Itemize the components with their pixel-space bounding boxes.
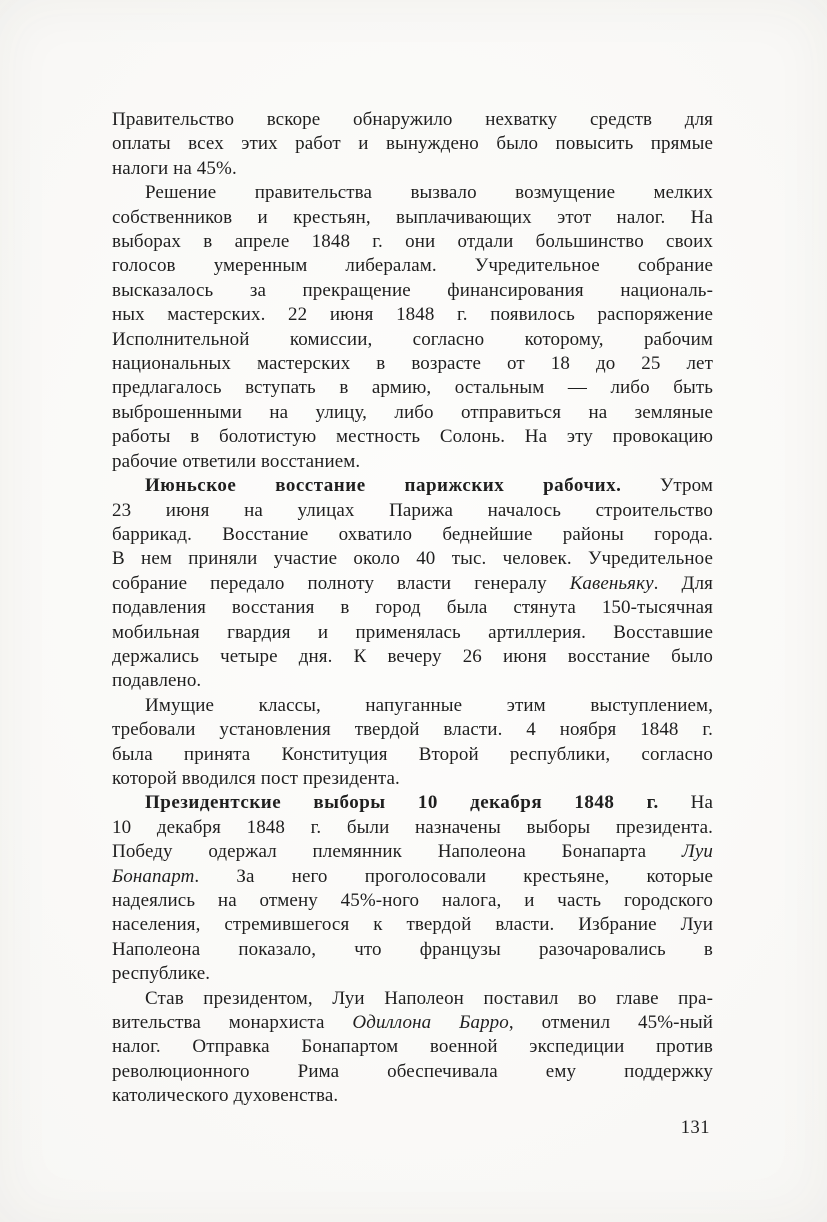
text-run: мобильная гвардия и применялась артиллерия. Восставшие	[112, 621, 713, 643]
text-run: высказалось за прекращение финансирования националь-	[112, 279, 713, 301]
text-line	[112, 621, 713, 645]
text-line	[112, 1035, 713, 1059]
text-line	[112, 474, 713, 498]
text-line	[112, 572, 713, 596]
text-run: 23 июня на улицах Парижа началось строительство	[112, 499, 713, 521]
text-line	[112, 523, 713, 547]
text-run: Став президентом, Луи Наполеон поставил во главе пра-	[145, 987, 713, 1009]
text-line	[112, 913, 713, 937]
text-run: собственников и крестьян, выплачивающих этот налог. На	[112, 206, 713, 228]
text-line	[112, 1060, 713, 1084]
text-line	[112, 938, 713, 962]
text-run: баррикад. Восстание охватило беднейшие районы города.	[112, 523, 713, 545]
text-line	[112, 1011, 713, 1035]
text-line	[112, 718, 713, 742]
text-run: революционного Рима обеспечивала ему поддержку	[112, 1060, 713, 1082]
text-line	[112, 425, 713, 449]
text-line	[112, 547, 713, 571]
text-run: Решение правительства вызвало возмущение мелких	[145, 182, 713, 204]
text-run: Июньское восстание парижских рабочих.	[145, 475, 622, 497]
text-run: которой вводился пост президента.	[112, 767, 400, 789]
text-line	[112, 181, 713, 205]
text-run: Президентские выборы 10 декабря 1848 г.	[145, 792, 659, 814]
text-run: оплаты всех этих работ и вынуждено было повысить прямые	[112, 133, 713, 155]
text-line	[112, 596, 713, 620]
text-line	[112, 206, 713, 230]
text-line	[112, 352, 713, 376]
text-run: Наполеона показало, что французы разочаровались в	[112, 938, 713, 960]
text-run: требовали установления твердой власти. 4 ноября 1848 г.	[112, 719, 713, 741]
text-line	[112, 865, 713, 889]
text-run: выброшенными на улицу, либо отправиться на земляные	[112, 401, 713, 423]
text-run: была принята Конституция Второй республики, согласно	[112, 743, 713, 765]
text-run: Кавеньяку	[569, 572, 654, 594]
text-run: На	[658, 792, 713, 814]
text-run: . Для	[653, 572, 713, 594]
text-line	[112, 1084, 713, 1108]
text-run: Одиллона Барро	[352, 1012, 509, 1034]
text-run: собрание передало полноту власти генералу	[112, 572, 570, 594]
text-line	[112, 645, 713, 669]
text-run: республике.	[112, 963, 211, 985]
text-run: населения, стремившегося к твердой власти. Избрание Луи	[112, 914, 713, 936]
text-line	[112, 743, 713, 767]
text-run: Утром	[621, 475, 713, 497]
text-line	[112, 987, 713, 1011]
text-run: Луи	[681, 841, 713, 863]
text-run: Бонапарт	[112, 865, 195, 887]
text-line	[112, 450, 713, 474]
text-run: Правительство вскоре обнаружило нехватку средств для	[112, 109, 713, 130]
text-line	[112, 791, 713, 815]
text-run: В нем приняли участие около 40 тыс. человек. Учредительное	[112, 548, 713, 570]
text-run: работы в болотистую местность Солонь. На эту провокацию	[112, 426, 713, 448]
text-line	[112, 157, 713, 181]
text-run: Исполнительной комиссии, согласно которому, рабочим	[112, 328, 713, 350]
text-line	[112, 279, 713, 303]
text-block	[112, 108, 713, 1109]
text-run: 10 декабря 1848 г. были назначены выборы президента.	[112, 816, 713, 838]
text-line	[112, 889, 713, 913]
text-run: выборах в апреле 1848 г. они отдали большинство своих	[112, 231, 713, 253]
text-run: голосов умеренным либералам. Учредительное собрание	[112, 255, 713, 277]
text-line	[112, 767, 713, 791]
text-line	[112, 108, 713, 132]
text-run: национальных мастерских в возрасте от 18 до 25 лет	[112, 353, 713, 375]
text-run: ных мастерских. 22 июня 1848 г. появилось распоряжение	[112, 304, 713, 326]
text-line	[112, 816, 713, 840]
text-run: подавлено.	[112, 670, 202, 692]
text-run: налог. Отправка Бонапартом военной экспедиции против	[112, 1036, 713, 1058]
text-line	[112, 328, 713, 352]
text-run: вительства монархиста	[112, 1012, 353, 1034]
text-line	[112, 254, 713, 278]
text-line	[112, 132, 713, 156]
text-line	[112, 694, 713, 718]
text-run: держались четыре дня. К вечеру 26 июня восстание было	[112, 645, 713, 667]
text-run: , отменил 45%-ный	[508, 1012, 713, 1034]
text-run: Имущие классы, напуганные этим выступлением,	[145, 694, 713, 716]
text-line	[112, 499, 713, 523]
text-line	[112, 840, 713, 864]
text-run: подавления восстания в город была стянута 150-тысячная	[112, 597, 713, 619]
text-run: рабочие ответили восстанием.	[112, 450, 361, 472]
text-line	[112, 962, 713, 986]
text-run: налоги на 45%.	[112, 157, 237, 179]
text-line	[112, 303, 713, 327]
text-run: католического духовенства.	[112, 1085, 339, 1107]
text-line	[112, 230, 713, 254]
text-line	[112, 669, 713, 693]
text-run: . За него проголосовали крестьяне, которые	[194, 865, 713, 887]
text-run: надеялись на отмену 45%-ного налога, и часть городского	[112, 890, 713, 911]
text-run: Победу одержал племянник Наполеона Бонапарта	[112, 841, 682, 863]
text-line	[112, 401, 713, 425]
text-line	[112, 376, 713, 400]
text-run: предлагалось вступать в армию, остальным — либо быть	[112, 377, 713, 399]
page-number: 131	[680, 1118, 710, 1138]
